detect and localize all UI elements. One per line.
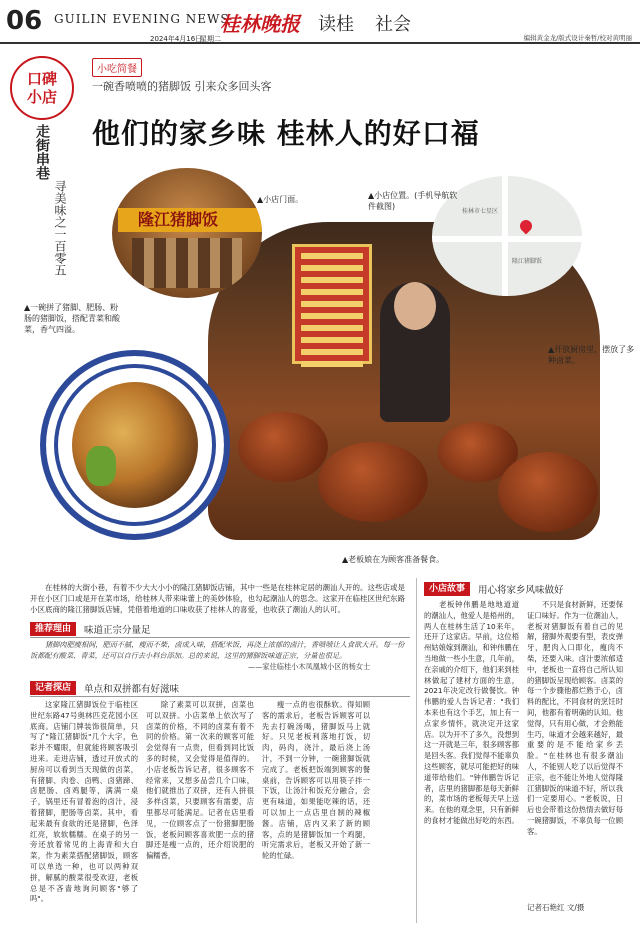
map-pin-icon (518, 218, 535, 235)
column-name-vertical: 走街串巷 (34, 124, 50, 180)
article-headline: 他们的家乡味 桂林人的好口福 (92, 117, 480, 150)
caption-kitchen: ▲开放厨房里，摆放了多种卤菜。 (548, 345, 635, 365)
caption-location: ▲小店位置。(手机导航软件截图) (368, 191, 458, 211)
shop-sign: 隆江猪脚饭 (118, 208, 262, 232)
braised-meat (498, 452, 598, 532)
menu-board (292, 244, 372, 364)
article-intro: 在桂林的大街小巷，有着不少大大小小的隆江猪脚饭店铺，其中一些是在桂林定居的潮汕人开的。这些店或是开在小区门口或是开在菜市场，给桂林人带来味蕾上的美妙体验，也勾起潮汕人的思念。这家开在临桂区世纪东路小区底商的隆江猪脚饭店铺，凭借着地道的口味收获了桂林人的喜爱，也收获了潮汕人的认可。 (30, 583, 405, 614)
divider (30, 637, 410, 638)
editor-credits: 编辑黄金龙/版式设计秦哲/校对黄明丽 (523, 34, 632, 42)
page-number: 06 (6, 6, 43, 36)
column-seal (10, 56, 74, 120)
recommend-title: 味道正宗分量足 (84, 625, 151, 636)
story-paragraph: 不只是食材新鲜，还要保证口味好。作为一位潮汕人，老板对猪脚饭有着自己的见解，猪脚外观要有型，表皮弹牙，肥肉入口即化，瘦肉不柴，还要入味。卤汁要浓郁适中，老板也一直将自己所认知的猪脚饭呈现给顾客。卤菜的每一个步骤他都烂熟于心，卤料的配比，不同食材的烹饪时间，他都有着明确的认知。他觉得，只有用心做，才会熟能生巧，味道才会越来越好，最重要的是不能给家乡丢脸。"在桂林也有很多潮汕人，不能别人吃了以后觉得不正宗，也不能让外地人觉得隆江猪脚饭的味道不好，所以我们一定要用心。"老板说，日后也会带着这份热情去做好每一碗猪脚饭，不辜负每一位顾客。 (527, 600, 623, 836)
story-column-1 (424, 600, 519, 910)
caption-shop-front: ▲小店门面。 (257, 195, 304, 204)
column-divider (416, 578, 417, 923)
series-number-vertical: 寻美味之一百零五 (53, 180, 67, 276)
story-section-bar (424, 582, 564, 596)
caption-dish: ▲一碗拼了猪脚、肥肠、粉肠的猪脚饭，搭配青菜和酸菜，香气四溢。 (24, 303, 120, 334)
caption-owner: ▲老板娘在为顾客准备餐食。 (342, 555, 445, 564)
story-paragraph: 老板钟伟鹏是地地道道的潮汕人，他爱人是梧州的，两人在桂林生活了10来年，还开了这家店。早前，这位梧州姑娘嫁到潮汕，和钟伟鹏在当地做一些小生意，几年前，在亲戚的介绍下，他们来到桂林做起了建材方面的生意，2021年决定改行做餐饮。钟伟鹏的爱人告诉记者："我们本来也有这个手艺，加上有一点家乡情怀，就决定开这家店。以为开不了多久，没想到这一开就是三年，很多顾客都是回头客。我们觉得不能辜负这些顾客，就尽可能把好的味道带给他们。"钟伟鹏告诉记者，店里的猪脚都是每天新鲜的，菜市场的老板每天早上送来。在他的观念里，只有新鲜的食材才能做出好吃的东西。 (424, 600, 519, 825)
recommend-section-bar (30, 622, 151, 636)
paper-name-en: GUILIN EVENING NEWS (54, 12, 230, 26)
recommend-tag: 推荐理由 (30, 622, 76, 636)
visit-column-3 (262, 700, 370, 922)
shop-doors (132, 238, 242, 288)
map-label: 桂林市七星区 (462, 208, 499, 215)
visit-tag: 记者探店 (30, 681, 76, 695)
visit-title: 单点和双拼都有好滋味 (84, 684, 180, 695)
story-tag: 小店故事 (424, 582, 470, 596)
dish-photo (40, 350, 230, 540)
map-road (502, 176, 508, 296)
map-label: 隆江猪脚饭 (512, 258, 543, 265)
recommend-text: 猪脚肉肥瘦相间，肥而不腻，瘦而不柴，卤成入味，搭配米饭，再浇上浓郁的卤汁，香喷喷让人食欲大开。每一份饭都配有酸菜、青菜，还可以自行去小料台添加。总的来说，这里的猪脚饭味道正宗，分量也很足。 (30, 640, 405, 660)
story-column-2 (527, 600, 623, 900)
side-greens (86, 446, 116, 486)
visit-paragraph: 瘦一点的也很酥软。得知顾客的需求后，老板告诉顾客可以先去打碗汤喝，猪脚饭马上就好。只见老板利落地打饭，切肉，码肉，浇汁，最后浇上汤汁，不到一分钟，一碗猪脚饭就完成了。老板把饭端到顾客的餐桌前，告诉顾客可以用筷子拌一下饭，让汤汁和饭充分融合，会更有味道，如果能吃辣的话，还可以加上一点店里自制的辣椒酱。店铺，店内又来了新的顾客，点的是猪脚饭加一个鸡腿，听完需求后，老板又开始了新一轮的忙碌。 (262, 700, 370, 861)
visit-section-bar (30, 681, 179, 695)
visit-column-2 (146, 700, 254, 922)
shop-front-photo (112, 168, 262, 298)
section-name: 读桂 (318, 14, 354, 35)
recommend-signature: ——家住临桂小木凤凰城小区的杨女士 (248, 662, 371, 671)
pork-knuckle-rice (72, 382, 198, 508)
seal-line-2: 小店 (26, 88, 57, 106)
braised-meat (318, 442, 428, 522)
issue-weekday: 星期二 (200, 35, 221, 43)
braised-meat (238, 412, 328, 482)
page-header (0, 0, 640, 44)
seal-line-1: 口碑 (26, 70, 57, 88)
article-subhead: 一碗香喷喷的猪脚饭 引来众多回头客 (92, 80, 272, 93)
issue-date: 2024年4月16日 (150, 35, 203, 43)
category-tag: 小吃简餐 (92, 58, 142, 77)
paper-logo: 桂林晚报 (220, 12, 300, 36)
visit-paragraph: 这家隆江猪脚饭位于临桂区世纪东路47号奥林匹克花园小区底商。店铺门牌装饰很简单，只写了"隆江猪脚饭"几个大字，色彩并不耀眼，但就能将顾客吸引进来。走进店铺，透过开放式的厨房可以看到当天现做的卤菜，有猪脚、肉卷、卤鸭、卤猪蹄、卤肥肠、卤鸡腿等，满满一桌子，锅里还有冒着泡的卤汁，浸着猪脚，肥肠等卤菜。其中，看起来最有食欲的还是猪脚，色泽红亮，软软糯糯。在桌子的另一旁还放着常见的上海青和大白菜，作为素菜搭配猪脚饭，顾客可以单选一种，也可以两种双拼，解腻的酸菜很受欢迎，老板总是不吝啬地询问顾客"够了吗"。 (30, 700, 138, 904)
story-title: 用心将家乡风味做好 (478, 585, 564, 596)
owner-face (394, 282, 436, 330)
visit-column-1 (30, 700, 138, 922)
divider (30, 696, 410, 697)
author-credit: 记者石艳红 文/摄 (527, 903, 585, 912)
visit-paragraph: 除了素菜可以双拼，卤菜也可以双拼。小店菜单上依次写了卤菜的价格，不同的卤菜有着不同的价格。第一次来的顾客可能会觉得有一点贵，但看到同比饭多的时候，又会觉得是值得的。小店老板告诉记者，很多顾客不经常来，又想多品尝几个口味，他们就推出了双拼，还有人拼很多样卤菜，只要顾客有需要，店里都尽可能满足。记者在店里看见，一位顾客点了一份猪脚肥肠饭，老板问顾客喜欢肥一点的猪脚还是瘦一点的，还介绍说肥的偏糯香， (146, 700, 254, 861)
subsection-name: 社会 (375, 14, 411, 35)
